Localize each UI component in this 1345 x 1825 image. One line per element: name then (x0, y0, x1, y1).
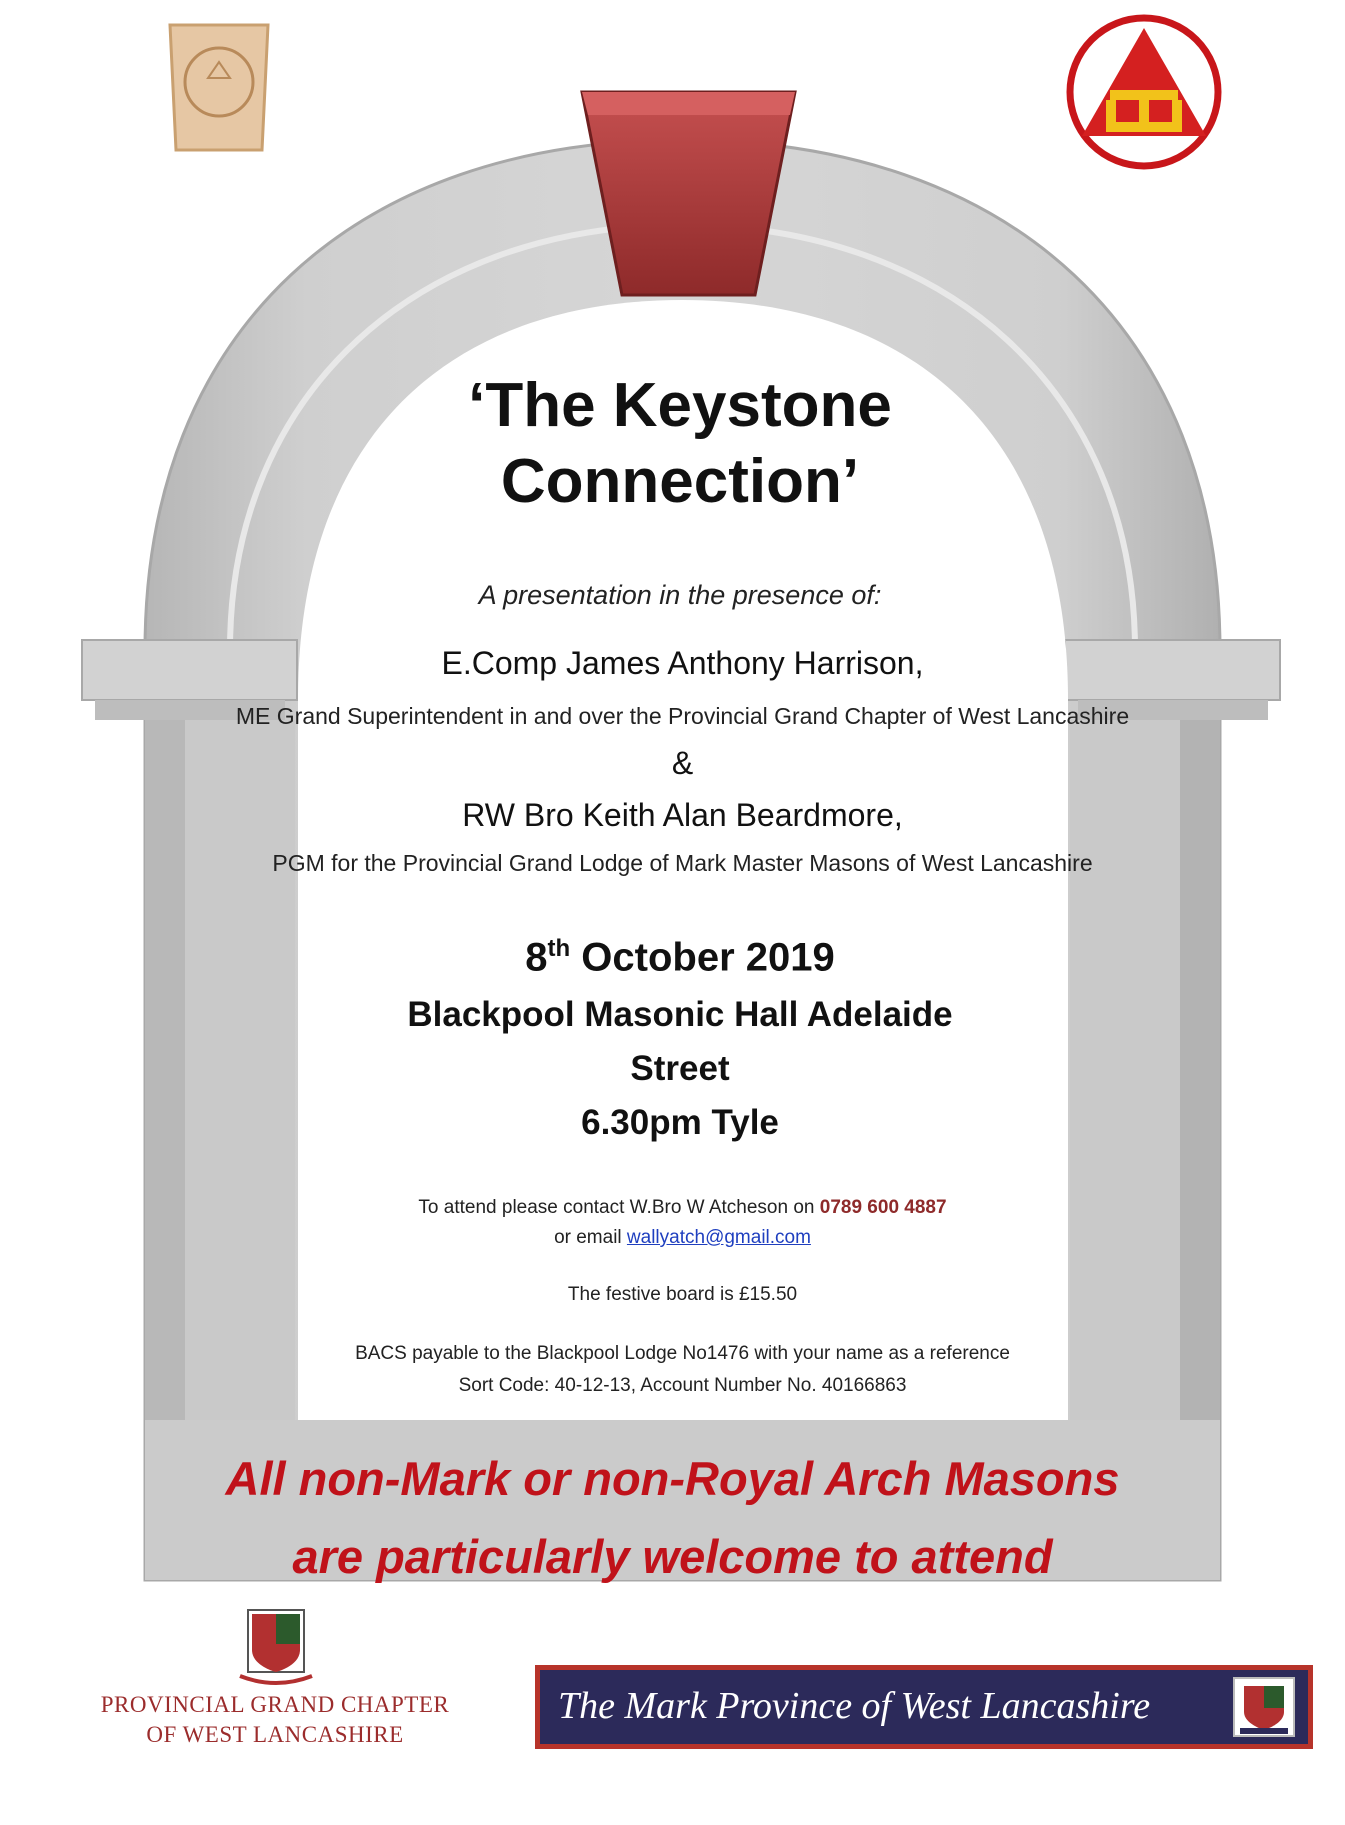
email-prefix: or email (554, 1227, 622, 1248)
email-link[interactable]: wallyatch@gmail.com (626, 1227, 811, 1248)
mark-province-crest-icon (1232, 1676, 1296, 1738)
date-day: 8 (525, 935, 548, 980)
sort-code-account: Sort Code: 40-12-13, Account Number No. 40166863 (458, 1375, 907, 1396)
contact-text: To attend please contact W.Bro W Atcheson on (418, 1197, 815, 1218)
title-line-2: Connection’ (500, 447, 860, 516)
date-month-year: October 2019 (570, 935, 835, 980)
venue-line-2: Street (630, 1049, 730, 1088)
guest-2-description: PGM for the Provincial Grand Lodge of Mark Master Masons of West Lancashire (272, 850, 1093, 876)
subtitle: A presentation in the presence of: (478, 580, 882, 610)
welcome-message (100, 1440, 1245, 1596)
venue (330, 988, 1030, 1150)
welcome-line-2: are particularly welcome to attend (292, 1530, 1053, 1583)
guest-1-name: E.Comp James Anthony Harrison, (441, 645, 924, 681)
event-date (330, 935, 1030, 980)
date-suffix: th (547, 935, 571, 962)
contact-phone[interactable]: 0789 600 4887 (819, 1197, 947, 1218)
contact-line (300, 1197, 1065, 1219)
royal-arch-triple-tau-icon (1070, 18, 1218, 166)
mark-province-banner (535, 1665, 1313, 1749)
bacs-payment-info: BACS payable to the Blackpool Lodge No1476 with your name as a reference (355, 1343, 1010, 1364)
pgc-line-2: OF WEST LANCASHIRE (146, 1722, 404, 1747)
mark-keystone-emblem-icon (170, 25, 268, 150)
festive-board-price: The festive board is £15.50 (567, 1284, 798, 1305)
title-line-1: ‘The Keystone (468, 371, 892, 440)
pgc-line-1: PROVINCIAL GRAND CHAPTER (100, 1692, 450, 1717)
provincial-crest-icon (240, 1610, 312, 1683)
provincial-grand-chapter-logo-text (60, 1690, 490, 1750)
mark-province-text: The Mark Province of West Lancashire (558, 1685, 1151, 1727)
guest-1-description: ME Grand Superintendent in and over the Provincial Grand Chapter of West Lancashire (235, 703, 1130, 729)
page-title (330, 368, 1030, 520)
venue-line-1: Blackpool Masonic Hall Adelaide (407, 995, 953, 1034)
event-time: 6.30pm Tyle (581, 1103, 779, 1142)
email-line (300, 1227, 1065, 1249)
ampersand: & (671, 745, 694, 781)
guest-2-name: RW Bro Keith Alan Beardmore, (462, 797, 903, 833)
welcome-line-1: All non-Mark or non-Royal Arch Masons (225, 1452, 1120, 1505)
